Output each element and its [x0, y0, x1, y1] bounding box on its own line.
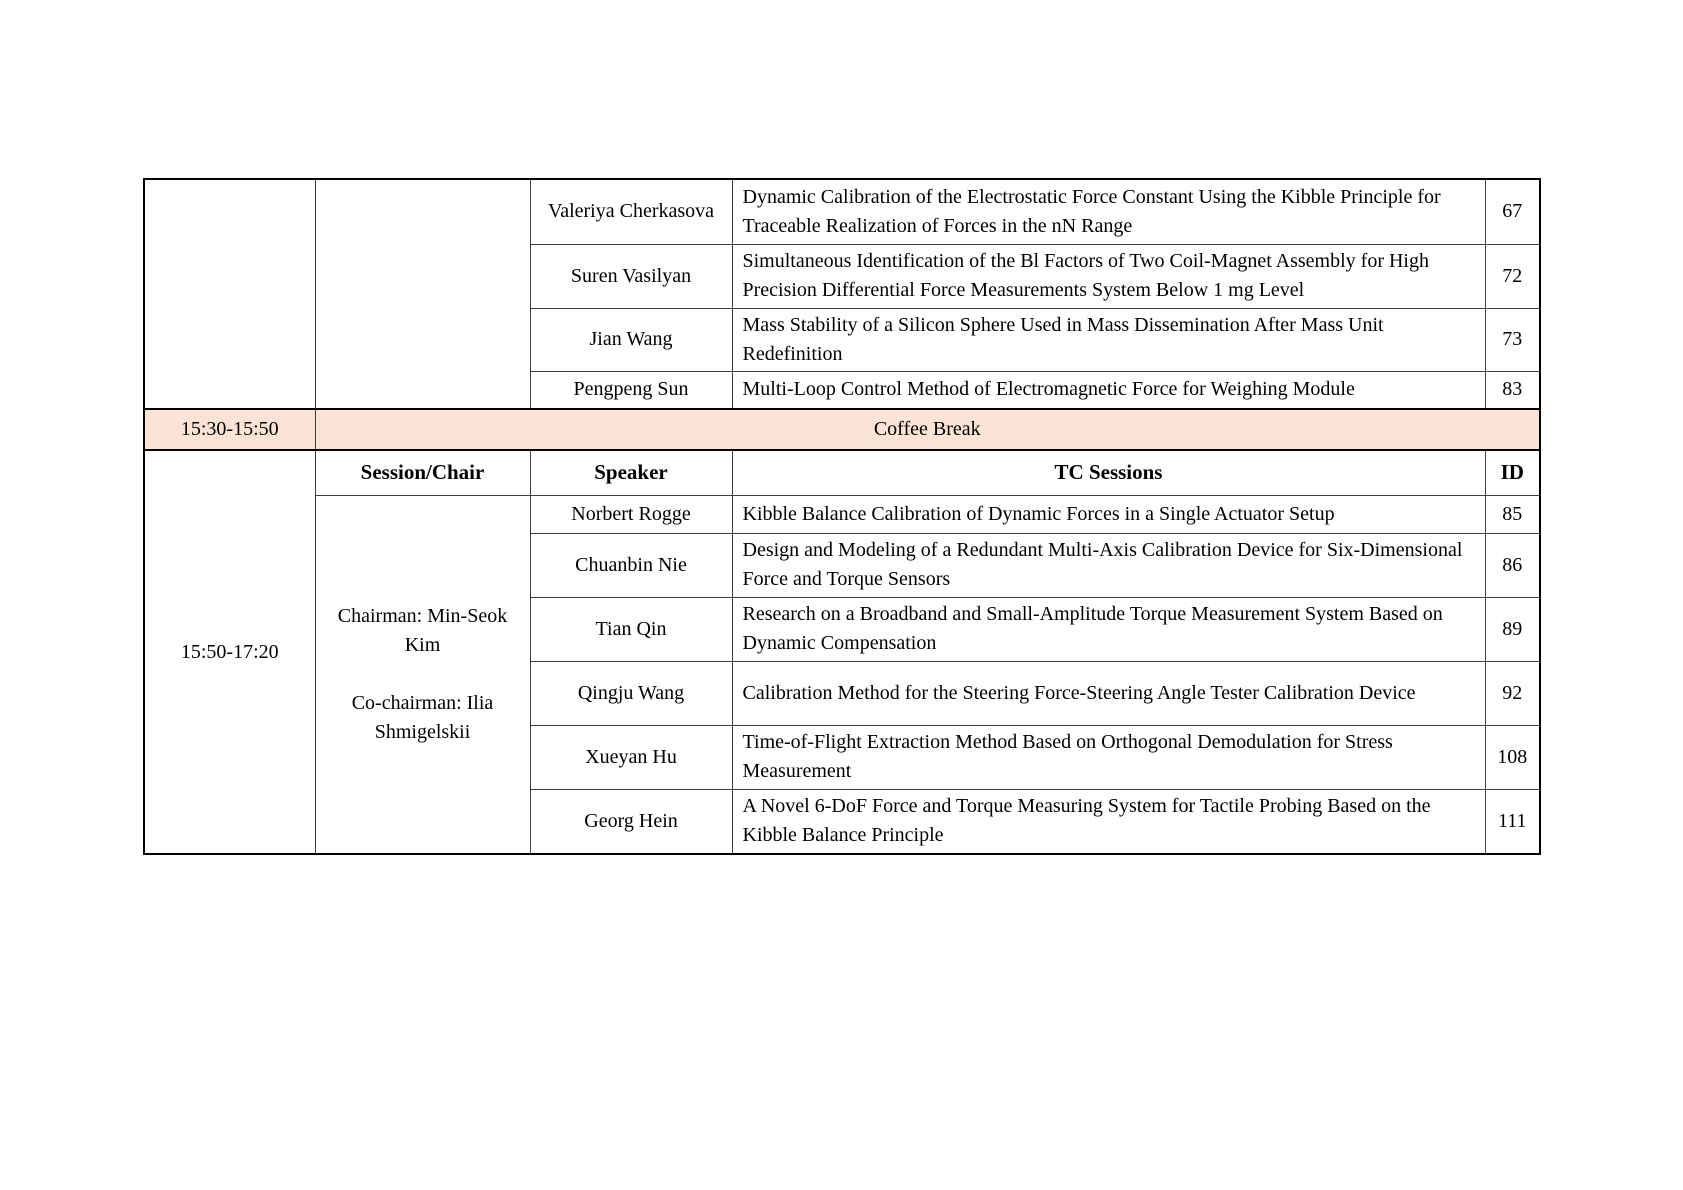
- title-cell: [732, 533, 1485, 597]
- title-cell: [732, 597, 1485, 661]
- id-cell: [1485, 597, 1540, 661]
- paper-id: 73: [1502, 328, 1523, 350]
- id-cell: [1485, 244, 1540, 308]
- paper-title: Simultaneous Identification of the Bl Factors of Two Coil-Magnet Assembly for High Precision Differential Force Measurements System Below 1 mg Level: [742, 250, 1429, 301]
- time-range: 15:30-15:50: [180, 418, 279, 440]
- coffee-break-label: Coffee Break: [873, 418, 981, 440]
- paper-title: Mass Stability of a Silicon Sphere Used in Mass Dissemination After Mass Unit Redefinition: [742, 313, 1384, 365]
- speaker-name: Tian Qin: [595, 617, 667, 640]
- speaker-name: Xueyan Hu: [585, 745, 677, 768]
- chair-cell-empty: [315, 179, 530, 409]
- header-row: [144, 450, 1540, 495]
- speaker-cell: [530, 244, 732, 308]
- header-tc-sessions: TC Sessions: [732, 450, 1485, 495]
- coffee-break-label-cell: [315, 409, 1540, 450]
- coffee-break-time-cell: [144, 409, 315, 450]
- id-cell: [1485, 533, 1540, 597]
- paper-title: Research on a Broadband and Small-Amplitude Torque Measurement System Based on Dynamic Compensation: [742, 603, 1443, 654]
- speaker-name: Georg Hein: [584, 809, 678, 832]
- id-cell: [1485, 495, 1540, 533]
- speaker-cell: [530, 725, 732, 789]
- paper-id: 111: [1497, 809, 1527, 832]
- title-cell: [732, 725, 1485, 789]
- paper-id: 85: [1502, 502, 1523, 525]
- time-cell-empty: [144, 179, 315, 409]
- speaker-cell: [530, 308, 732, 371]
- speaker-name: Norbert Rogge: [571, 502, 691, 525]
- id-cell: [1485, 789, 1540, 854]
- id-cell: [1485, 661, 1540, 725]
- paper-title: Multi-Loop Control Method of Electromagnetic Force for Weighing Module: [742, 378, 1355, 401]
- session-time-cell: [144, 450, 315, 854]
- paper-id: 108: [1497, 745, 1528, 768]
- speaker-cell: [530, 371, 732, 409]
- paper-title: Time-of-Flight Extraction Method Based on Orthogonal Demodulation for Stress Measurement: [742, 731, 1393, 782]
- id-cell: [1485, 725, 1540, 789]
- chairman-name: Chairman: Min-Seok Kim: [337, 604, 508, 656]
- id-cell: [1485, 179, 1540, 244]
- table-row: [144, 495, 1540, 533]
- paper-id: 83: [1502, 378, 1523, 401]
- speaker-name: Suren Vasilyan: [570, 264, 692, 287]
- header-speaker: Speaker: [530, 450, 732, 495]
- paper-id: 86: [1502, 553, 1523, 576]
- speaker-cell: [530, 661, 732, 725]
- table-row: [144, 179, 1540, 244]
- speaker-name: Valeriya Cherkasova: [547, 200, 715, 223]
- coffee-break-row: [144, 409, 1540, 450]
- speaker-name: Pengpeng Sun: [573, 378, 689, 401]
- speaker-cell: [530, 789, 732, 854]
- header-session-chair: Session/Chair: [315, 450, 530, 495]
- speaker-name: Jian Wang: [589, 328, 673, 350]
- paper-title: Design and Modeling of a Redundant Multi-Axis Calibration Device for Six-Dimensional Force and Torque Sensors: [742, 539, 1463, 590]
- title-cell: [732, 661, 1485, 725]
- paper-id: 67: [1502, 200, 1523, 223]
- title-cell: [732, 179, 1485, 244]
- chair-block: [326, 602, 520, 747]
- paper-title: Calibration Method for the Steering Force-Steering Angle Tester Calibration Device: [742, 681, 1416, 704]
- title-cell: [732, 244, 1485, 308]
- time-range: 15:50-17:20: [180, 640, 279, 663]
- chair-cell: [315, 495, 530, 854]
- speaker-name: Chuanbin Nie: [575, 553, 687, 576]
- paper-id: 89: [1502, 617, 1523, 640]
- paper-title: Kibble Balance Calibration of Dynamic Forces in a Single Actuator Setup: [742, 502, 1335, 525]
- paper-id: 92: [1502, 681, 1523, 704]
- speaker-cell: [530, 179, 732, 244]
- co-chairman-name: Co-chairman: Ilia Shmigelskii: [351, 691, 494, 743]
- speaker-cell: [530, 597, 732, 661]
- speaker-cell: [530, 533, 732, 597]
- title-cell: [732, 308, 1485, 371]
- id-cell: [1485, 308, 1540, 371]
- id-cell: [1485, 371, 1540, 409]
- title-cell: [732, 495, 1485, 533]
- speaker-name: Qingju Wang: [577, 681, 685, 704]
- paper-id: 72: [1502, 264, 1523, 287]
- paper-title: A Novel 6-DoF Force and Torque Measuring System for Tactile Probing Based on the Kibble Balance Principle: [742, 795, 1431, 847]
- paper-title: Dynamic Calibration of the Electrostatic Force Constant Using the Kibble Principle for Traceable Realization of Forces in the nN Range: [742, 185, 1441, 237]
- header-id: ID: [1485, 450, 1540, 495]
- program-table: [143, 178, 1541, 855]
- title-cell: [732, 371, 1485, 409]
- title-cell: [732, 789, 1485, 854]
- speaker-cell: [530, 495, 732, 533]
